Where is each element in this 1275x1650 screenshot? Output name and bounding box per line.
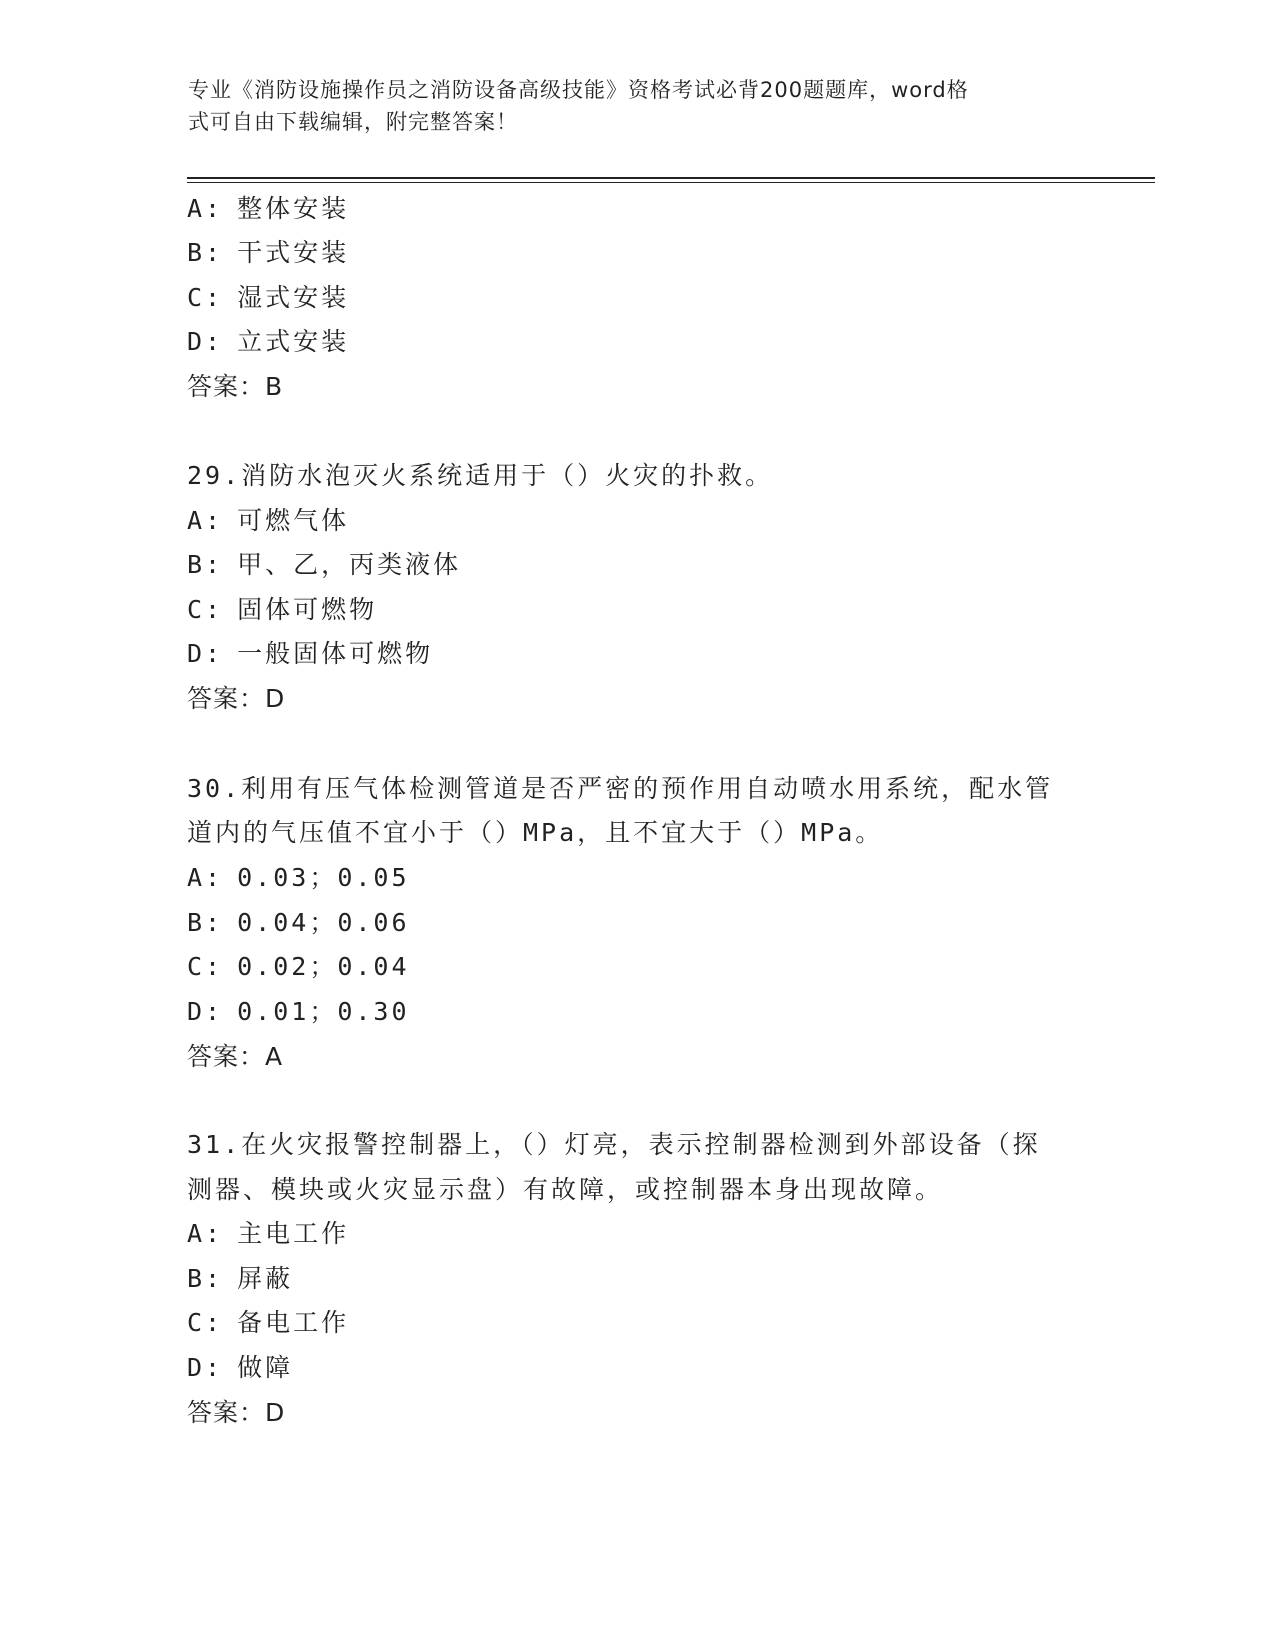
- option-a: A: 0.03；0.05: [187, 863, 410, 892]
- option-d: D: 立式安装: [187, 327, 350, 356]
- option-c: C: 备电工作: [187, 1308, 350, 1337]
- option-b: B: 屏蔽: [187, 1264, 294, 1293]
- header-divider: [187, 177, 1155, 179]
- option-c: C: 0.02；0.04: [187, 952, 410, 981]
- option-b: B: 干式安装: [187, 238, 350, 267]
- header-title-line-1: 专业《消防设施操作员之消防设备高级技能》资格考试必背200题题库，word格: [188, 78, 969, 102]
- header-divider-thin: [187, 182, 1155, 183]
- option-d: D: 做障: [187, 1353, 294, 1382]
- answer: 答案：D: [187, 1398, 286, 1427]
- question-31-line-1: 31.在火灾报警控制器上，（）灯亮，表示控制器检测到外部设备（探: [187, 1130, 1041, 1159]
- question-30-line-2: 道内的气压值不宜小于（）MPa，且不宜大于（）MPa。: [187, 818, 884, 847]
- option-b: B: 甲、乙，丙类液体: [187, 550, 462, 579]
- option-b: B: 0.04；0.06: [187, 908, 410, 937]
- header-title-line-2: 式可自由下载编辑，附完整答案！: [188, 110, 518, 134]
- option-c: C: 固体可燃物: [187, 595, 378, 624]
- option-d: D: 一般固体可燃物: [187, 639, 434, 668]
- option-c: C: 湿式安装: [187, 283, 350, 312]
- question-30-line-1: 30.利用有压气体检测管道是否严密的预作用自动喷水用系统，配水管: [187, 774, 1054, 803]
- option-d: D: 0.01；0.30: [187, 997, 410, 1026]
- document-header: [188, 74, 1068, 138]
- question-31-line-2: 测器、模块或火灾显示盘）有故障，或控制器本身出现故障。: [187, 1175, 944, 1204]
- answer: 答案：A: [187, 1042, 284, 1071]
- question-29: 29.消防水泡灭火系统适用于（）火灾的扑救。: [187, 461, 774, 490]
- answer: 答案：B: [187, 372, 284, 401]
- answer: 答案：D: [187, 684, 286, 713]
- option-a: A: 整体安装: [187, 194, 350, 223]
- option-a: A: 可燃气体: [187, 506, 350, 535]
- option-a: A: 主电工作: [187, 1219, 350, 1248]
